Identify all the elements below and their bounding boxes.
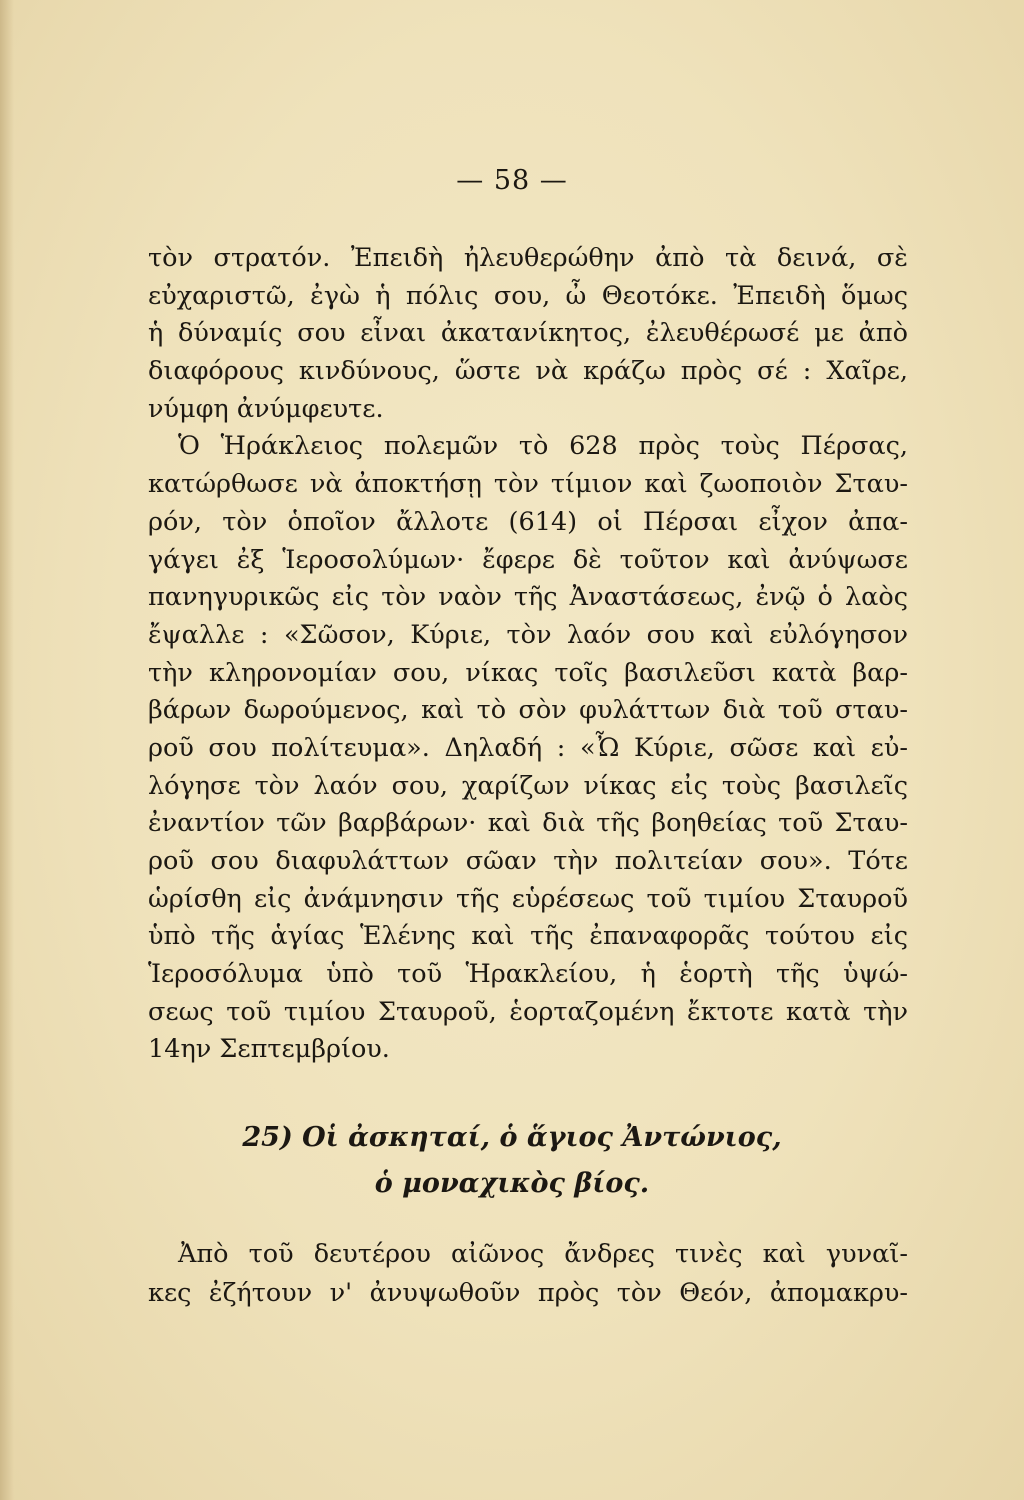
text-line: ρόν, τὸν ὁποῖον ἄλλοτε (614) οἱ Πέρσαι εἶχον ἀπα- (148, 506, 908, 537)
text-line: κατώρθωσε νὰ ἀποκτήσῃ τὸν τίμιον καὶ ζωοποιὸν Σταυ- (148, 469, 908, 500)
text-line: κες ἐζήτουν ν' ἀνυψωθοῦν πρὸς τὸν Θεόν, ἀπομακρυ- (148, 1278, 908, 1308)
text-line: ροῦ σου πολίτευμα». Δηλαδή : «Ὦ Κύριε, σῶσε καὶ εὐ- (148, 732, 908, 763)
text-line: βάρων δωρούμενος, καὶ τὸ σὸν φυλάττων διὰ τοῦ σταυ- (148, 695, 908, 726)
text-line: τὴν κληρονομίαν σου, νίκας τοῖς βασιλεῦσι κατὰ βαρ- (148, 657, 908, 688)
text-line: τὸν στρατόν. Ἐπειδὴ ἠλευθερώθην ἀπὸ τὰ δεινά, σὲ (148, 243, 908, 273)
section-text-block (148, 1235, 908, 1313)
text-line: Ἱεροσόλυμα ὑπὸ τοῦ Ἡρακλείου, ἡ ἑορτὴ τῆς ὑψώ- (148, 959, 908, 990)
text-line: Ἀπὸ τοῦ δευτέρου αἰῶνος ἄνδρες τινὲς καὶ γυναῖ- (178, 1239, 908, 1269)
main-text-block (148, 240, 908, 1069)
text-line: σεως τοῦ τιμίου Σταυροῦ, ἑορταζομένη ἔκτοτε κατὰ τὴν (148, 996, 908, 1027)
section-heading-line-1: 25) Οἱ ἀσκηταί, ὁ ἅγιος Ἀντώνιος, (242, 1122, 782, 1153)
text-line: νύμφη ἀνύμφευτε. (148, 393, 384, 424)
text-line: ἡ δύναμίς σου εἶναι ἀκατανίκητος, ἐλευθέρωσέ με ἀπὸ (148, 318, 908, 349)
text-line: ὡρίσθη εἰς ἀνάμνησιν τῆς εὑρέσεως τοῦ τιμίου Σταυροῦ (148, 883, 908, 914)
text-line: Ὁ Ἡράκλειος πολεμῶν τὸ 628 πρὸς τοὺς Πέρσας, (178, 431, 908, 462)
text-line: ἐναντίον τῶν βαρβάρων· καὶ διὰ τῆς βοηθείας τοῦ Σταυ- (148, 808, 908, 839)
text-line: διαφόρους κινδύνους, ὥστε νὰ κράζω πρὸς σέ : Χαῖρε, (148, 356, 908, 387)
text-line: πανηγυρικῶς εἰς τὸν ναὸν τῆς Ἀναστάσεως, ἐνῷ ὁ λαὸς (148, 582, 908, 613)
page-number: — 58 — (456, 165, 568, 196)
page-edge-shadow (0, 0, 14, 1500)
text-line: ἔψαλλε : «Σῶσον, Κύριε, τὸν λαόν σου καὶ εὐλόγησον (148, 619, 908, 650)
text-line: 14ην Σεπτεμβρίου. (148, 1034, 390, 1065)
text-line: εὐχαριστῶ, ἐγὼ ἡ πόλις σου, ὦ Θεοτόκε. Ἐπειδὴ ὅμως (148, 280, 908, 311)
text-line: ὑπὸ τῆς ἁγίας Ἑλένης καὶ τῆς ἐπαναφορᾶς τούτου εἰς (148, 921, 908, 952)
text-line: λόγησε τὸν λαόν σου, χαρίζων νίκας εἰς τοὺς βασιλεῖς (148, 770, 908, 801)
text-line: γάγει ἐξ Ἱεροσολύμων· ἔφερε δὲ τοῦτον καὶ ἀνύψωσε (148, 544, 908, 575)
section-heading-line-2: ὁ μοναχικὸς βίος. (374, 1168, 650, 1199)
text-line: ροῦ σου διαφυλάττων σῶαν τὴν πολιτείαν σου». Τότε (148, 846, 908, 876)
